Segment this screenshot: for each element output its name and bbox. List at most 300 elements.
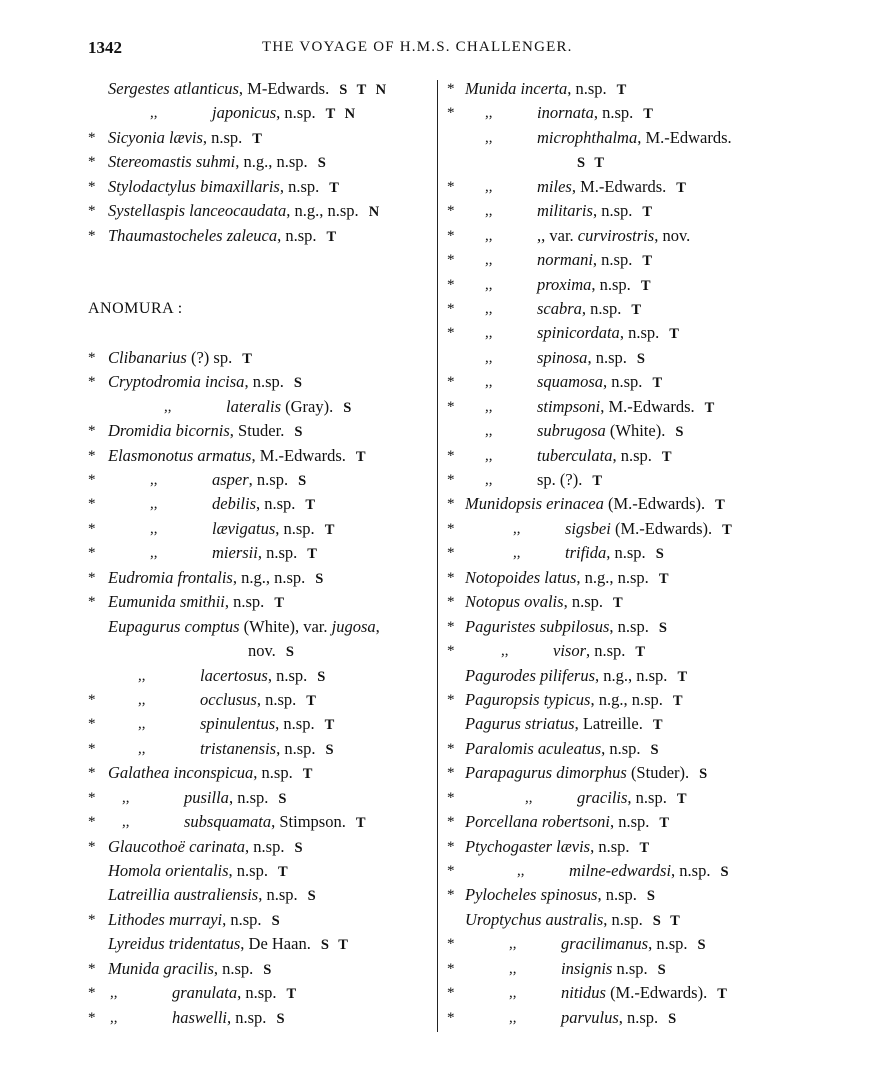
ditto-mark: ,, xyxy=(509,960,517,977)
locality-code: S T xyxy=(577,155,608,172)
section-heading: ANOMURA : xyxy=(88,299,183,317)
entry-text xyxy=(108,957,274,982)
authority: , n.sp. xyxy=(244,372,284,392)
entry-text xyxy=(537,346,648,371)
blank-row xyxy=(88,273,433,297)
list-item xyxy=(447,444,847,468)
species-name: Eupagurus comptus xyxy=(108,616,240,636)
species-name: tuberculata xyxy=(537,445,613,465)
authority: , n.sp. xyxy=(258,885,298,905)
entry-text xyxy=(465,761,710,786)
ditto-mark: ,, xyxy=(485,227,493,244)
new-species-star: * xyxy=(88,154,96,171)
locality-code: T xyxy=(639,839,653,856)
species-name: Dromidia bicornis xyxy=(108,421,230,441)
list-item xyxy=(447,370,847,394)
entry-text xyxy=(465,835,652,860)
authority: , n.sp. xyxy=(603,909,643,929)
species-name: Paguropsis typicus xyxy=(465,689,591,709)
entry-text xyxy=(561,932,709,957)
species-name: Systellaspis lanceocaudata xyxy=(108,201,287,221)
authority: , n.sp. xyxy=(256,494,296,514)
species-name: Stereomastis suhmi xyxy=(108,152,236,172)
ditto-mark: ,, xyxy=(485,178,493,195)
new-species-star: * xyxy=(447,985,455,1002)
list-item xyxy=(447,688,847,712)
species-name: insignis xyxy=(561,958,613,978)
authority: sp. (?). xyxy=(537,470,583,489)
list-item xyxy=(88,444,433,468)
entry-text xyxy=(108,883,319,908)
authority: (M.-Edwards). xyxy=(605,983,708,1003)
list-item xyxy=(88,908,433,932)
list-item xyxy=(447,224,847,248)
locality-code: T xyxy=(274,595,287,612)
entry-text xyxy=(108,590,287,615)
new-species-star: * xyxy=(88,814,96,831)
new-species-star: * xyxy=(447,276,455,293)
species-name: Lyreidus tridentatus xyxy=(108,934,241,954)
entry-text xyxy=(567,150,607,175)
entry-text xyxy=(172,1006,288,1031)
entry-text xyxy=(465,590,626,615)
new-species-star: * xyxy=(88,178,96,195)
locality-code: S xyxy=(307,888,319,905)
locality-code: T xyxy=(635,644,649,661)
entry-text xyxy=(108,932,351,957)
authority: , n.sp. xyxy=(277,225,317,245)
locality-code: S xyxy=(278,790,290,807)
locality-code: T xyxy=(715,497,728,514)
entry-text xyxy=(108,199,382,224)
new-species-star: * xyxy=(88,960,96,977)
species-name: proxima xyxy=(537,274,592,294)
entry-text xyxy=(465,883,658,908)
entry-text xyxy=(184,810,369,835)
entry-text xyxy=(537,419,686,444)
locality-code: S xyxy=(697,937,709,954)
ditto-mark: ,, xyxy=(485,203,493,220)
new-species-star: * xyxy=(447,960,455,977)
list-item xyxy=(88,615,433,639)
new-species-star: * xyxy=(447,643,455,660)
ditto-mark: ,, xyxy=(150,105,158,122)
entry-text xyxy=(226,395,354,420)
ditto-mark: ,, xyxy=(138,667,146,684)
blank-row xyxy=(88,321,433,345)
ditto-mark: ,, xyxy=(525,789,533,806)
authority: , n.sp. xyxy=(222,909,262,929)
locality-code: S T N xyxy=(339,82,390,98)
entry-text xyxy=(108,566,326,591)
locality-code: S xyxy=(263,961,275,978)
right-column xyxy=(447,77,847,1030)
list-item xyxy=(447,981,847,1005)
locality-code: S xyxy=(658,619,670,636)
entry-text xyxy=(212,101,358,126)
locality-code: T xyxy=(676,179,689,196)
species-name: Thaumastocheles zaleuca xyxy=(108,225,278,245)
species-name: Glaucothoë carinata xyxy=(108,836,246,856)
new-species-star: * xyxy=(88,740,96,757)
locality-code: S xyxy=(699,766,711,783)
species-name: gracilis xyxy=(577,787,628,807)
list-item xyxy=(447,712,847,736)
authority: , n.sp. xyxy=(213,958,254,978)
authority: , n.sp. xyxy=(279,176,320,196)
entry-text xyxy=(200,688,319,713)
ditto-mark: ,, xyxy=(485,472,493,488)
species-name: Elasmonotus armatus xyxy=(108,445,252,465)
species-name: parvulus xyxy=(561,1007,619,1027)
locality-code: T xyxy=(704,399,718,416)
ditto-mark: ,, xyxy=(485,300,493,317)
list-item xyxy=(88,101,433,125)
entry-text xyxy=(108,224,339,249)
list-item xyxy=(88,517,433,541)
ditto-mark: ,, xyxy=(501,643,509,660)
entry-text xyxy=(212,468,309,493)
list-item xyxy=(447,883,847,907)
species-name: spinicordata xyxy=(537,323,620,343)
list-item xyxy=(88,370,433,394)
new-species-star: * xyxy=(447,374,455,391)
species-name: Pylocheles spinosus xyxy=(465,885,598,905)
authority: , n.sp. xyxy=(587,347,627,367)
entry-text xyxy=(577,786,690,811)
list-item xyxy=(447,737,847,761)
entry-text xyxy=(537,297,644,322)
entry-text xyxy=(537,370,665,395)
new-species-star: * xyxy=(88,447,96,464)
species-name: miles xyxy=(537,176,572,196)
new-species-star: * xyxy=(88,349,96,366)
list-item xyxy=(88,883,433,907)
list-item xyxy=(447,615,847,639)
new-species-star: * xyxy=(447,227,455,244)
authority: , n.sp. xyxy=(609,812,650,832)
list-item xyxy=(447,517,847,541)
entry-text xyxy=(108,859,291,884)
locality-code: S xyxy=(298,473,310,489)
running-head: THE VOYAGE OF H.M.S. CHALLENGER. xyxy=(262,39,573,55)
new-species-star: * xyxy=(447,105,455,122)
authority: , n.sp. xyxy=(275,714,315,734)
entry-text xyxy=(465,492,728,517)
new-species-star: * xyxy=(447,545,455,562)
authority: nov. xyxy=(248,641,276,661)
new-species-star: * xyxy=(447,838,455,855)
species-name: subsquamata xyxy=(184,812,272,832)
locality-code: S xyxy=(317,668,329,685)
new-species-star: * xyxy=(88,472,96,488)
locality-code: S xyxy=(294,839,306,856)
entry-text xyxy=(108,77,389,102)
entry-text xyxy=(108,370,305,395)
page-header xyxy=(0,38,880,62)
ditto-mark: ,, xyxy=(513,545,521,562)
species-name: occlusus xyxy=(200,689,257,709)
ditto-mark: ,, xyxy=(138,691,146,708)
species-name: Ptychogaster lævis xyxy=(465,836,591,856)
species-name: Lithodes murrayi xyxy=(108,909,223,929)
column-divider xyxy=(437,80,438,1032)
new-species-star: * xyxy=(447,1009,455,1026)
list-item xyxy=(88,224,433,248)
locality-code: S xyxy=(675,424,687,441)
list-item xyxy=(88,810,433,834)
new-species-star: * xyxy=(88,423,96,440)
list-item xyxy=(447,541,847,565)
species-name: gracilimanus xyxy=(561,934,649,954)
list-item xyxy=(88,468,433,492)
new-species-star: * xyxy=(447,740,455,757)
authority: , M.-Edwards. xyxy=(571,176,667,196)
list-item xyxy=(88,1006,433,1030)
ditto-mark: ,, xyxy=(485,129,493,146)
locality-code: T xyxy=(242,350,255,367)
authority: , n.g., n.sp. xyxy=(595,665,668,685)
authority: , Latreille. xyxy=(574,714,643,734)
authority: , n.g., n.sp. xyxy=(232,567,306,587)
entry-text xyxy=(108,346,255,371)
locality-code: S xyxy=(293,375,305,392)
locality-code: S xyxy=(720,864,732,880)
locality-code: T xyxy=(307,546,320,563)
entry-text xyxy=(108,175,342,200)
locality-code: T xyxy=(252,130,265,147)
entry-text xyxy=(561,1006,679,1031)
list-item xyxy=(447,859,847,883)
species-name: milne-edwardsi xyxy=(569,861,672,880)
entry-text xyxy=(565,541,667,566)
locality-code: S xyxy=(276,1010,288,1027)
entry-text xyxy=(248,639,297,664)
locality-code: S xyxy=(343,399,355,416)
entry-text xyxy=(200,664,328,689)
new-species-star: * xyxy=(447,618,455,635)
new-species-star: * xyxy=(88,129,96,146)
new-species-star: * xyxy=(447,691,455,708)
list-item xyxy=(447,835,847,859)
species-name: lævigatus xyxy=(212,518,276,538)
entry-text xyxy=(561,981,730,1006)
entry-text xyxy=(537,444,675,469)
locality-code: T xyxy=(652,717,666,734)
variety-name: jugosa xyxy=(331,616,376,636)
new-species-star: * xyxy=(88,691,96,708)
authority: , n.sp. xyxy=(245,836,285,856)
species-name: asper xyxy=(212,470,249,489)
entry-text xyxy=(200,737,337,762)
entry-text xyxy=(465,908,683,933)
authority: , n.sp. xyxy=(619,323,660,343)
species-name: Sicyonia lævis xyxy=(108,127,203,147)
authority: , n.sp. xyxy=(586,641,626,661)
new-species-star: * xyxy=(447,496,455,513)
list-item xyxy=(447,957,847,981)
authority: , n.sp. xyxy=(563,592,603,612)
species-name: spinosa xyxy=(537,347,588,367)
entry-text xyxy=(108,908,283,933)
list-item xyxy=(88,761,433,785)
new-species-star: * xyxy=(88,765,96,782)
entry-text xyxy=(537,321,682,346)
entry-text xyxy=(537,101,656,126)
ditto-mark: ,, xyxy=(150,472,158,488)
new-species-star: * xyxy=(88,789,96,806)
list-item xyxy=(88,590,433,614)
authority: , n.sp. xyxy=(648,934,688,954)
authority: , n.sp. xyxy=(224,592,265,612)
authority: , M.-Edwards. xyxy=(251,445,346,465)
species-name: nitidus xyxy=(561,983,606,1003)
list-item xyxy=(447,77,847,101)
list-item xyxy=(88,199,433,223)
locality-code: T xyxy=(329,179,342,196)
new-species-star: * xyxy=(447,472,455,488)
authority: , De Haan. xyxy=(240,934,311,954)
ditto-mark: ,, xyxy=(110,1009,118,1026)
left-column xyxy=(88,77,433,1030)
locality-code: T xyxy=(642,204,656,221)
authority: , n.sp. xyxy=(609,616,649,636)
new-species-star: * xyxy=(447,814,455,831)
locality-code: S T xyxy=(320,937,351,954)
authority: , n.sp. xyxy=(597,885,637,905)
authority: , n.sp. xyxy=(592,201,633,221)
entry-text xyxy=(537,395,717,420)
species-name: Notopus ovalis xyxy=(465,592,564,612)
list-item xyxy=(88,492,433,516)
ditto-mark: ,, xyxy=(517,863,525,879)
locality-code: T xyxy=(631,301,645,318)
entry-text xyxy=(537,248,655,273)
ditto-mark: ,, xyxy=(509,985,517,1002)
locality-code: T xyxy=(355,448,369,465)
authority: , n.sp. xyxy=(601,738,641,758)
authority: , nov. xyxy=(654,225,691,245)
new-species-star: * xyxy=(88,520,96,537)
authority: , n.sp. xyxy=(603,372,643,392)
new-species-star: * xyxy=(447,863,455,879)
new-species-star: * xyxy=(88,716,96,733)
entry-text xyxy=(561,957,669,982)
authority: , M.-Edwards. xyxy=(637,127,732,147)
species-name: Homola orientalis xyxy=(108,861,229,880)
locality-code: T xyxy=(677,668,691,685)
locality-code: T xyxy=(326,228,340,245)
list-item xyxy=(447,248,847,272)
entry-text xyxy=(212,541,320,566)
list-item xyxy=(88,932,433,956)
authority: , n.g., n.sp. xyxy=(576,567,649,587)
authority: (Studer). xyxy=(626,763,690,783)
authority: , n.sp. xyxy=(267,665,308,685)
entry-text xyxy=(212,517,337,542)
authority: , M.-Edwards. xyxy=(600,396,695,416)
authority: (M.-Edwards). xyxy=(603,494,706,514)
species-name: squamosa xyxy=(537,372,604,392)
list-item xyxy=(88,957,433,981)
locality-code: T xyxy=(616,82,630,98)
locality-code: S xyxy=(636,350,648,367)
species-name: Pagurodes piliferus xyxy=(465,665,596,685)
locality-code: S xyxy=(271,912,283,929)
authority: (White), var. xyxy=(239,616,332,636)
species-name: sigsbei xyxy=(565,518,611,538)
list-item xyxy=(88,346,433,370)
list-item xyxy=(88,639,433,663)
list-item xyxy=(447,395,847,419)
authority: , n.g., n.sp. xyxy=(590,689,663,709)
authority: , n.sp. xyxy=(275,518,315,538)
species-name: Sergestes atlanticus xyxy=(108,79,239,98)
entry-text xyxy=(537,126,732,150)
authority: , n.sp. xyxy=(256,689,297,709)
authority: , n.sp. xyxy=(593,103,634,123)
species-name: subrugosa xyxy=(537,421,606,441)
locality-code: S xyxy=(668,1010,680,1027)
list-item xyxy=(88,835,433,859)
ditto-mark: ,, xyxy=(150,520,158,537)
new-species-star: * xyxy=(88,594,96,611)
ditto-mark: ,, xyxy=(485,349,493,366)
entry-text xyxy=(108,419,305,444)
list-item xyxy=(88,737,433,761)
list-item xyxy=(447,786,847,810)
list-item xyxy=(88,419,433,443)
species-name: debilis xyxy=(212,494,256,514)
species-name: Pagurus striatus xyxy=(465,714,575,734)
ditto-mark: ,, xyxy=(138,740,146,757)
list-item xyxy=(88,541,433,565)
species-name: Parapagurus dimorphus xyxy=(465,763,627,783)
ditto-mark: ,, xyxy=(485,105,493,122)
list-item xyxy=(88,664,433,688)
species-name: Notopoides latus xyxy=(465,567,577,587)
list-item xyxy=(88,566,433,590)
authority: , n.sp. xyxy=(671,861,711,880)
new-species-star: * xyxy=(447,203,455,220)
page-number: 1342 xyxy=(88,38,122,57)
authority: , n.g., n.sp. xyxy=(235,152,308,172)
new-species-star: * xyxy=(447,594,455,611)
list-item xyxy=(447,468,847,492)
locality-code: S xyxy=(655,546,667,563)
species-name: spinulentus xyxy=(200,714,276,734)
species-name: haswelli xyxy=(172,1007,228,1027)
list-item xyxy=(447,1006,847,1030)
list-item xyxy=(447,566,847,590)
locality-code: T xyxy=(642,253,656,270)
locality-code: T xyxy=(286,986,300,1003)
species-name: Munida gracilis xyxy=(108,958,214,978)
ditto-mark: ,, xyxy=(485,252,493,269)
species-name: Paralomis aculeatus xyxy=(465,738,602,758)
locality-code: T xyxy=(676,790,690,807)
list-item xyxy=(88,688,433,712)
locality-code: S xyxy=(294,424,306,441)
locality-code: T xyxy=(302,766,316,783)
ditto-mark: ,, xyxy=(509,1009,517,1026)
entry-text xyxy=(465,77,629,102)
locality-code: S xyxy=(646,888,658,905)
list-item xyxy=(88,77,433,101)
authority: (White). xyxy=(605,421,666,441)
list-item xyxy=(447,810,847,834)
new-species-star: * xyxy=(447,569,455,586)
